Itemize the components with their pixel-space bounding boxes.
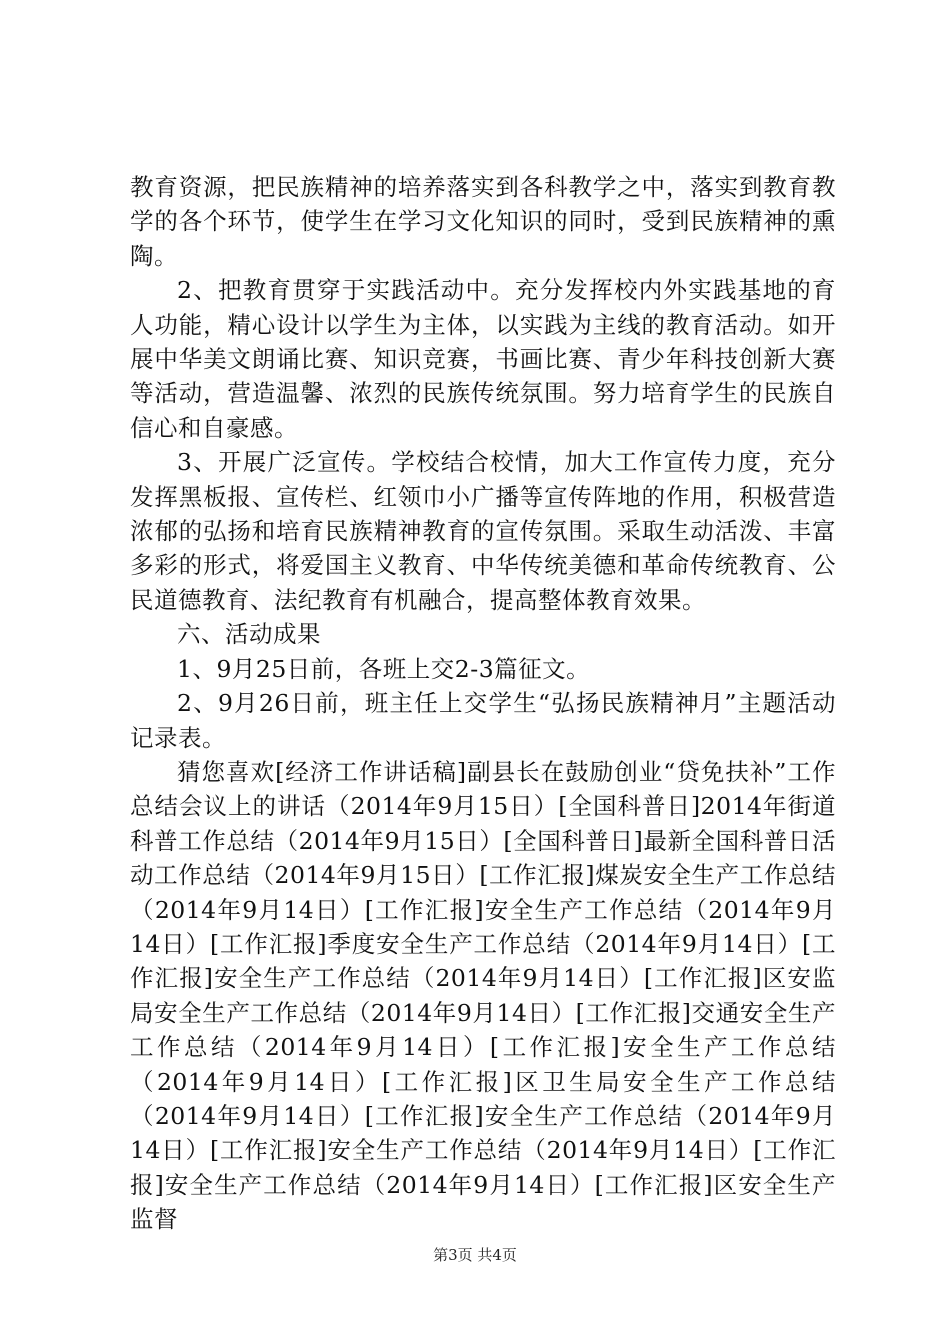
document-body [130, 170, 836, 1237]
paragraph-2: 2、把教育贯穿于实践活动中。充分发挥校内外实践基地的育人功能，精心设计以学生为主体，以实践为主线的教育活动。如开展中华美文朗诵比赛、知识竞赛，书画比赛、青少年科技创新大赛等活动，营造温馨、浓烈的民族传统氛围。努力培育学生的民族自信心和自豪感。 [130, 276, 836, 442]
result-item-1: 1、9月25日前，各班上交2-3篇征文。 [177, 654, 591, 683]
page-number-footer: 第3页 共4页 [433, 1246, 517, 1264]
section-heading: 六、活动成果 [177, 620, 321, 649]
paragraph-1: 教育资源，把民族精神的培养落实到各科教学之中，落实到教育教学的各个环节，使学生在学习文化知识的同时，受到民族精神的熏陶。 [130, 173, 836, 270]
result-item-2: 2、9月26日前，班主任上交学生“弘扬民族精神月”主题活动记录表。 [130, 689, 836, 752]
related-articles: 猜您喜欢[经济工作讲话稿]副县长在鼓励创业“贷免扶补”工作总结会议上的讲话（2014年9月15日）[全国科普日]2014年街道科普工作总结（2014年9月15日）[全国科普日]最新全国科普日活动工作总结（2014年9月15日）[工作汇报]煤炭安全生产工作总结（2014年9月14日）[工作汇报]安全生产工作总结（2014年9月14日）[工作汇报]季度安全生产工作总结（2014年9月14日）[工作汇报]安全生产工作总结（2014年9月14日）[工作汇报]区安监局安全生产工作总结（2014年9月14日）[工作汇报]交通安全生产工作总结（2014年9月14日）[工作汇报]安全生产工作总结（2014年9月14日）[工作汇报]区卫生局安全生产工作总结（2014年9月14日）[工作汇报]安全生产工作总结（2014年9月14日）[工作汇报]安全生产工作总结（2014年9月14日）[工作汇报]安全生产工作总结（2014年9月14日）[工作汇报]区安全生产监督 [130, 757, 836, 1234]
paragraph-3: 3、开展广泛宣传。学校结合校情，加大工作宣传力度，充分发挥黑板报、宣传栏、红领巾小广播等宣传阵地的作用，积极营造浓郁的弘扬和培育民族精神教育的宣传氛围。采取生动活泼、丰富多彩的形式，将爱国主义教育、中华传统美德和革命传统教育、公民道德教育、法纪教育有机融合，提高整体教育效果。 [130, 448, 836, 614]
